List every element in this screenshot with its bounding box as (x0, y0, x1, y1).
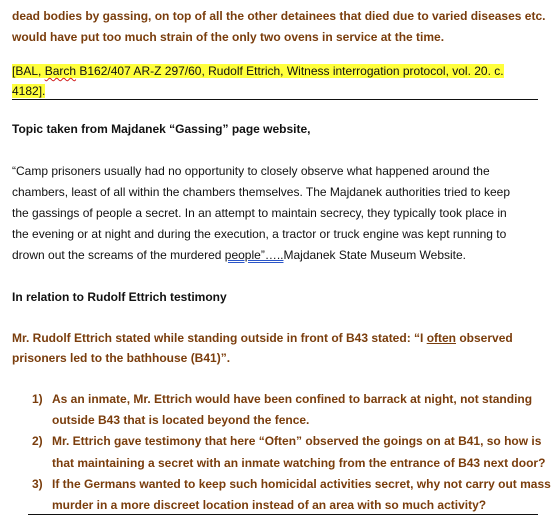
point-1-number: 1) (32, 392, 43, 406)
intro-line-2: would have put too much strain of the only two ovens in service at the time. (12, 30, 445, 44)
citation-barch: Barch (44, 64, 77, 78)
quote-people-link: people”….. (224, 248, 284, 262)
point-1-line-1: As an inmate, Mr. Ettrich would have been confined to barrack at night, not standing (52, 392, 533, 406)
quote-line-2: chambers, least of all within the chambers themselves. The Majdanek authorities tried to keep (12, 185, 511, 199)
point-3-number: 3) (32, 477, 43, 491)
divider-rule (12, 99, 538, 100)
citation-line-2 (12, 83, 45, 99)
statement-post: observed (456, 331, 513, 345)
point-2-number: 2) (32, 434, 43, 448)
citation-pre: [BAL, (12, 64, 45, 78)
point-1-line-2: outside B43 that is located beyond the fence. (52, 413, 310, 427)
quote-line-1: “Camp prisoners usually had no opportunity to closely observe what happened around the (12, 164, 490, 178)
point-3-line-2: murder in a more discreet location instead of an area with so much activity? (52, 498, 487, 512)
citation-line-2-text: 4182]. (12, 84, 46, 98)
quote-line-5-post: Majdanek State Museum Website. (283, 248, 467, 262)
intro-line-1: dead bodies by gassing, on top of all the other detainees that died due to varied diseases etc. (12, 9, 546, 23)
quote-line-3: the gassings of people a secret. In an attempt to maintain secrecy, they typically took place in (12, 206, 507, 220)
point-2-line-2: that maintaining a secret with an inmate watching from the entrance of B43 next door? (52, 456, 546, 470)
point-3-line-1: If the Germans wanted to keep such homicidal activities secret, why not carry out mass (52, 477, 551, 491)
relation-heading: In relation to Rudolf Ettrich testimony (12, 290, 227, 304)
bottom-rule (28, 514, 538, 515)
statement-often: often (426, 331, 457, 345)
citation-line-1 (12, 63, 504, 79)
topic-heading: Topic taken from Majdanek “Gassing” page website, (12, 122, 311, 136)
point-2-line-1: Mr. Ettrich gave testimony that here “Often” observed the goings on at B41, so how is (52, 434, 542, 448)
quote-line-5-pre: drown out the screams of the murdered (12, 248, 225, 262)
quote-line-5 (12, 247, 466, 263)
statement-line-1 (12, 330, 513, 346)
quote-line-4: the evening or at night and during the execution, a tractor or truck engine was kept running to (12, 227, 507, 241)
statement-pre: Mr. Rudolf Ettrich stated while standing outside in front of B43 stated: “I (12, 331, 427, 345)
statement-line-2: prisoners led to the bathhouse (B41)”. (12, 351, 231, 365)
citation-post: B162/407 AR-Z 297/60, Rudolf Ettrich, Witness interrogation protocol, vol. 20. c. (76, 64, 504, 78)
